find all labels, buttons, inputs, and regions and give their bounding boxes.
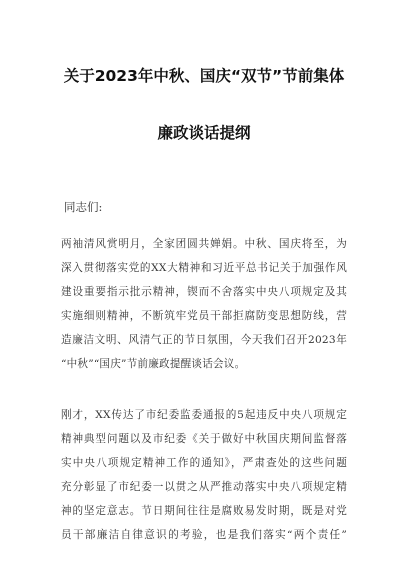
paragraph-2-line: 实中央八项规定精神工作的通知》，严肃查处的这些问题 bbox=[61, 457, 347, 469]
document-title-line-1: 关于2023年中秋、国庆“双节”节前集体 bbox=[63, 67, 345, 85]
paragraph-1-line: “中秋”“国庆”节前廉政提醒谈话会议。 bbox=[61, 358, 246, 370]
paragraph-1-line: 深入贯彻落实党的XX大精神和习近平总书记关于加强作风 bbox=[61, 262, 347, 274]
paragraph-2-line: 神的坚定意志。节日期间往往是腐败易发时期，既是对党 bbox=[61, 505, 347, 517]
salutation: 同志们: bbox=[64, 200, 103, 214]
paragraph-2-line: 充分彰显了市纪委一以贯之从严推动落实中央八项规定精 bbox=[61, 481, 347, 493]
paragraph-1-line: 两袖清风赏明月，全家团圆共婵娟。中秋、国庆将至，为 bbox=[61, 238, 347, 250]
paragraph-1-line: 实施细则精神，不断筑牢党员干部拒腐防变思想防线，营 bbox=[61, 310, 347, 322]
paragraph-1-line: 造廉洁文明、风清气正的节日氛围，今天我们召开2023年 bbox=[61, 334, 347, 346]
document-title-line-2: 廉政谈话提纲 bbox=[157, 124, 251, 142]
paragraph-2-line: 刚才，XX传达了市纪委监委通报的5起违反中央八项规定 bbox=[61, 409, 347, 421]
paragraph-2-line: 员干部廉洁自律意识的考验，也是我们落实“两个责任” bbox=[61, 529, 347, 541]
paragraph-1-line: 建设重要指示批示精神，锲而不舍落实中央八项规定及其 bbox=[61, 286, 347, 298]
paragraph-2-line: 精神典型问题以及市纪委《关于做好中秋国庆期间监督落 bbox=[61, 433, 347, 445]
